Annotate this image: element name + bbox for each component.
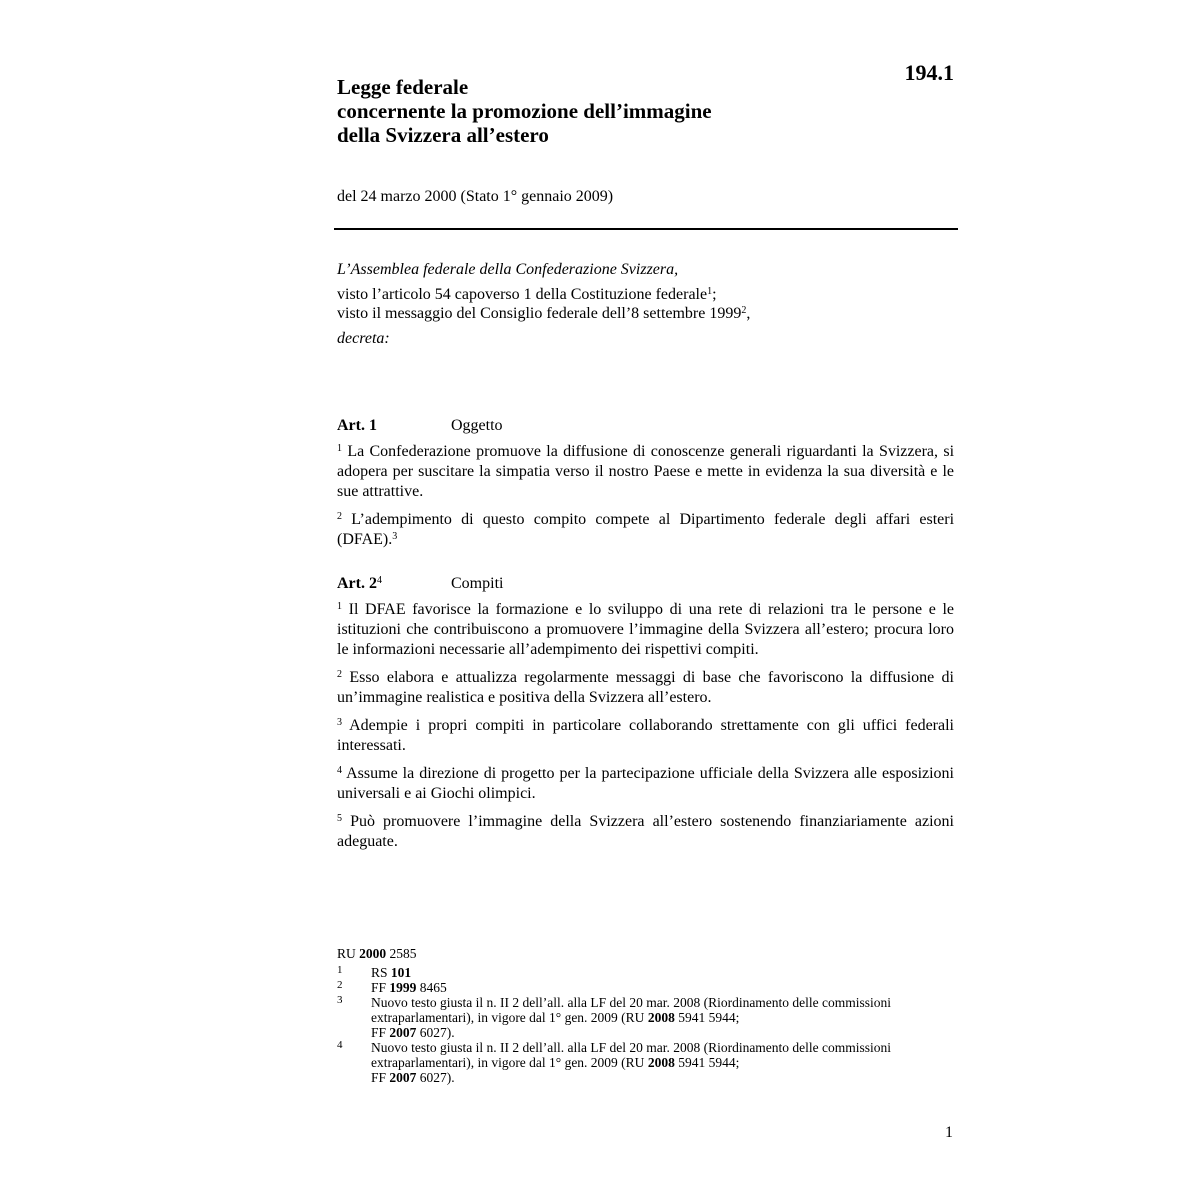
ru-reference bbox=[337, 946, 917, 961]
footnote bbox=[337, 995, 917, 1040]
paragraph-number: 2 bbox=[337, 511, 342, 522]
paragraph-text: Il DFAE favorisce la formazione e lo sviluppo di una rete di relazioni tra le persone e le istituzioni che contribuiscono a promuovere l’immagine della Svizzera all’estero; procura loro le informazioni necessarie all’adempimento dei rispettivi compiti. bbox=[337, 601, 955, 658]
paragraph bbox=[337, 764, 954, 804]
title-line: della Svizzera all’estero bbox=[337, 123, 549, 147]
preamble-punct: , bbox=[746, 305, 751, 322]
preamble bbox=[337, 260, 957, 348]
article-number bbox=[337, 416, 451, 436]
paragraph-text: Adempie i propri compiti in particolare collaborando strettamente con gli uffici federali interessati. bbox=[337, 717, 954, 754]
preamble-line-1 bbox=[337, 285, 957, 304]
footnote-bold-ref: 101 bbox=[390, 965, 412, 980]
paragraph bbox=[337, 812, 954, 852]
footnote-segment: 6027). bbox=[416, 1070, 455, 1085]
decree-line: decreta: bbox=[337, 330, 390, 347]
title-line: concernente la promozione dell’immagine bbox=[337, 99, 712, 123]
footnote-segment: 5941 5944; bbox=[674, 1010, 740, 1025]
footnote-segment: Nuovo testo giusta il n. II 2 dell’all. alla LF del 20 mar. 2008 (Riordinamento delle commissioni extraparlamentari), in vigore dal 1° gen. 2009 (RU bbox=[371, 1040, 892, 1070]
footnote bbox=[337, 1040, 917, 1085]
sr-number: 194.1 bbox=[904, 60, 954, 85]
paragraph bbox=[337, 442, 954, 502]
footnote-bold-ref: 2007 bbox=[389, 1025, 417, 1040]
footnote-text bbox=[371, 980, 917, 995]
paragraph-number: 4 bbox=[337, 765, 342, 776]
footnote-number: 4 bbox=[337, 1039, 343, 1051]
paragraph-number: 5 bbox=[337, 813, 342, 824]
paragraph-number: 1 bbox=[337, 601, 342, 612]
paragraph bbox=[337, 716, 954, 756]
footnote-bold-ref: 2008 bbox=[647, 1055, 675, 1070]
footnote-segment: FF bbox=[371, 1070, 390, 1085]
header-divider bbox=[334, 228, 958, 230]
article-number bbox=[337, 574, 451, 594]
paragraph-text: Può promuovere l’immagine della Svizzera all’estero sostenendo finanziariamente azioni adeguate. bbox=[337, 813, 955, 850]
paragraph-number: 3 bbox=[337, 717, 342, 728]
footnote-bold-ref: 2007 bbox=[389, 1070, 417, 1085]
footnote-segment: RS bbox=[371, 965, 391, 980]
footnote-list bbox=[337, 965, 917, 1085]
paragraph bbox=[337, 510, 954, 550]
footnote-text bbox=[371, 965, 917, 980]
footnote-text bbox=[371, 1040, 917, 1085]
article-number-text: Art. 1 bbox=[337, 417, 377, 434]
article-title: Compiti bbox=[451, 575, 504, 592]
footnote-text bbox=[371, 995, 917, 1040]
footnote-bold-ref: 1999 bbox=[389, 980, 417, 995]
paragraph bbox=[337, 600, 954, 660]
footnotes-section bbox=[337, 946, 917, 1085]
title-line: Legge federale bbox=[337, 75, 469, 99]
paragraph-text: La Confederazione promuove la diffusione di conoscenze generali riguardanti la Svizzera, si adopera per suscitare la simpatia verso il nostro Paese e mette in evidenza la sua diversità e le sue attrattive. bbox=[337, 443, 955, 500]
assembly-line: L’Assemblea federale della Confederazione Svizzera, bbox=[337, 261, 679, 278]
preamble-line-2 bbox=[337, 304, 957, 323]
footnote-ref[interactable]: 2 bbox=[741, 305, 747, 316]
ru-year: 2000 bbox=[359, 946, 387, 961]
footnote-ref[interactable]: 1 bbox=[707, 286, 713, 297]
footnote-bold-ref: 2008 bbox=[647, 1010, 675, 1025]
footnote-segment: 5941 5944; bbox=[674, 1055, 740, 1070]
paragraph bbox=[337, 668, 954, 708]
date-line: del 24 marzo 2000 (Stato 1° gennaio 2009) bbox=[337, 188, 614, 205]
footnote-segment: FF bbox=[371, 980, 390, 995]
footnote-segment: 6027). bbox=[416, 1025, 455, 1040]
article-heading bbox=[337, 574, 954, 594]
footnote-segment: Nuovo testo giusta il n. II 2 dell’all. alla LF del 20 mar. 2008 (Riordinamento delle commissioni extraparlamentari), in vigore dal 1° gen. 2009 (RU bbox=[371, 995, 892, 1025]
paragraph-number: 2 bbox=[337, 669, 342, 680]
article bbox=[337, 416, 954, 550]
paragraph-text: Esso elabora e attualizza regolarmente messaggi di base che favoriscono la diffusione di un’immagine realistica e positiva della Svizzera all’estero. bbox=[337, 669, 955, 706]
ru-page: 2585 bbox=[386, 946, 417, 961]
preamble-punct: ; bbox=[712, 286, 717, 303]
footnote-segment: FF bbox=[371, 1025, 390, 1040]
footnote-number: 2 bbox=[337, 979, 343, 991]
footnote-number: 1 bbox=[337, 964, 343, 976]
footnote bbox=[337, 965, 917, 980]
paragraph-text: L’adempimento di questo compito compete al Dipartimento federale degli affari esteri (DFAE). bbox=[337, 511, 955, 548]
paragraph-text: Assume la direzione di progetto per la partecipazione ufficiale della Svizzera alle esposizioni universali e ai Giochi olimpici. bbox=[337, 765, 955, 802]
article-number-text: Art. 2 bbox=[337, 575, 377, 592]
article bbox=[337, 574, 954, 852]
footnote-number: 3 bbox=[337, 994, 343, 1006]
law-title bbox=[337, 75, 857, 147]
preamble-text: visto l’articolo 54 capoverso 1 della Costituzione federale bbox=[337, 286, 708, 303]
article-heading bbox=[337, 416, 954, 436]
articles-section bbox=[337, 416, 954, 876]
footnote-ref[interactable]: 4 bbox=[376, 575, 382, 586]
page-number: 1 bbox=[945, 1124, 953, 1141]
article-title: Oggetto bbox=[451, 417, 503, 434]
footnote-ref[interactable]: 3 bbox=[392, 531, 398, 542]
preamble-text: visto il messaggio del Consiglio federale dell’8 settembre 1999 bbox=[337, 305, 742, 322]
footnote bbox=[337, 980, 917, 995]
paragraph-number: 1 bbox=[337, 443, 342, 454]
footnote-segment: 8465 bbox=[416, 980, 447, 995]
ru-prefix: RU bbox=[337, 946, 360, 961]
